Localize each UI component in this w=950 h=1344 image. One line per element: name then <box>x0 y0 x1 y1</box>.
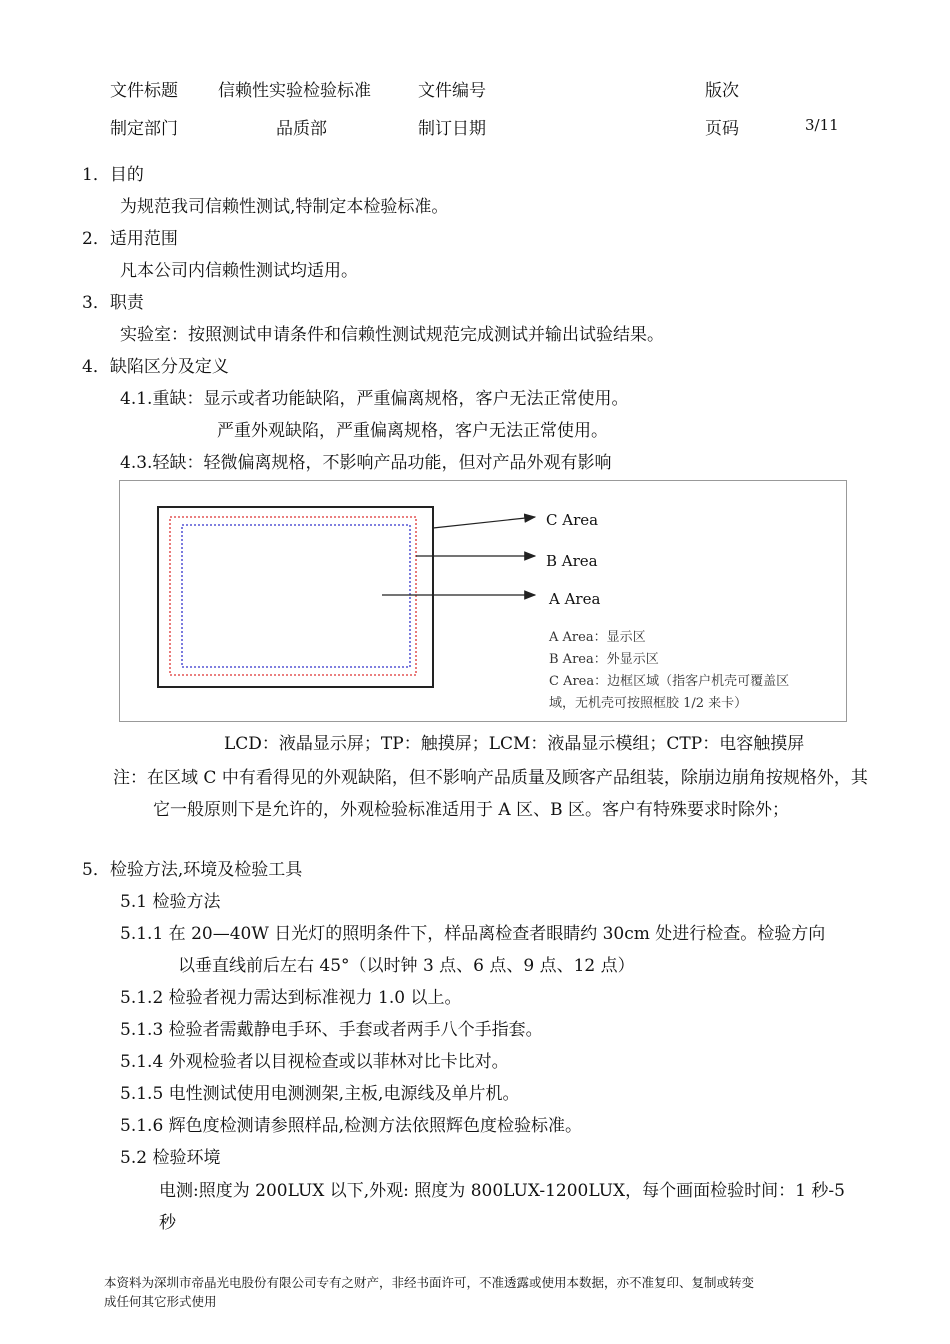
section-5-title: 5．检验方法,环境及检验工具 <box>82 860 303 880</box>
section-5-2: 5.2 检验环境 <box>120 1148 221 1168</box>
header-docno-label: 文件编号 <box>418 81 486 101</box>
legend-c-line1: C Area：边框区域（指客户机壳可覆盖区 <box>549 674 790 689</box>
section-4-1-line2: 严重外观缺陷，严重偏离规格，客户无法正常使用。 <box>217 421 608 441</box>
b-area-border <box>170 517 416 675</box>
a-area-label: A Area <box>549 590 601 608</box>
section-5-1-6: 5.1.6 辉色度检测请参照样品,检测方法依照辉色度检验标准。 <box>120 1116 583 1136</box>
a-area-border <box>182 525 410 667</box>
section-5-1-4: 5.1.4 外观检验者以目视检查或以菲林对比卡比对。 <box>120 1052 509 1072</box>
section-5-1-2: 5.1.2 检验者视力需达到标准视力 1.0 以上。 <box>120 988 462 1008</box>
b-area-label: B Area <box>546 552 598 570</box>
section-2-title: 2．适用范围 <box>82 229 178 249</box>
header-page-label: 页码 <box>705 119 739 139</box>
section-5-1-1-line1: 5.1.1 在 20—40W 日光灯的照明条件下，样品离检查者眼睛约 30cm 处进行检查。检验方向 <box>120 924 826 944</box>
section-1-body: 为规范我司信赖性测试,特制定本检验标准。 <box>120 197 449 217</box>
header-version-label: 版次 <box>705 81 739 101</box>
section-5-1-1-line2: 以垂直线前后左右 45°（以时钟 3 点、6 点、9 点、12 点） <box>178 956 635 976</box>
section-5-1-3: 5.1.3 检验者需戴静电手环、手套或者两手八个手指套。 <box>120 1020 543 1040</box>
header-title-value: 信赖性实验检验标准 <box>218 81 371 101</box>
c-area-outer-frame <box>158 507 433 687</box>
header-title-label: 文件标题 <box>110 81 178 101</box>
section-5-2-body-line2: 秒 <box>159 1213 176 1233</box>
header-dept-value: 品质部 <box>276 119 327 139</box>
section-5-1-5: 5.1.5 电性测试使用电测测架,主板,电源线及单片机。 <box>120 1084 520 1104</box>
section-3-title: 3．职责 <box>82 293 144 313</box>
c-area-label: C Area <box>546 511 599 529</box>
header-page-value: 3/11 <box>805 116 839 134</box>
header-date-label: 制订日期 <box>418 119 486 139</box>
footer-line2: 成任何其它形式使用 <box>104 1294 217 1309</box>
section-5-1: 5.1 检验方法 <box>120 892 221 912</box>
note-paragraph <box>113 762 883 826</box>
section-4-title: 4．缺陷区分及定义 <box>82 357 229 377</box>
area-diagram <box>119 480 847 722</box>
section-4-3: 4.3.轻缺：轻微偏离规格，不影响产品功能，但对产品外观有影响 <box>120 453 612 473</box>
abbreviation-line: LCD：液晶显示屏；TP：触摸屏；LCM：液晶显示模组；CTP：电容触摸屏 <box>224 734 805 754</box>
legend-a: A Area：显示区 <box>549 630 646 645</box>
confidentiality-footer <box>104 1273 864 1311</box>
footer-line1: 本资料为深圳市帝晶光电股份有限公司专有之财产，非经书面许可，不准透露或使用本数据，亦不准复印、复制或转变 <box>104 1275 755 1290</box>
section-5-2-body-line1: 电测:照度为 200LUX 以下,外观: 照度为 800LUX-1200LUX，每个画面检验时间：1 秒-5 <box>159 1181 845 1201</box>
legend-b: B Area：外显示区 <box>549 652 659 667</box>
section-2-body: 凡本公司内信赖性测试均适用。 <box>120 261 358 281</box>
section-4-1-line1: 4.1.重缺：显示或者功能缺陷，严重偏离规格，客户无法正常使用。 <box>120 389 629 409</box>
note-text: 注：在区域 C 中有看得见的外观缺陷，但不影响产品质量及顾客产品组装，除崩边崩角按规格外，其它一般原则下是允许的，外观检验标准适用于 A 区、B 区。客户有特殊要求时除外； <box>113 768 868 820</box>
c-area-arrow <box>433 517 535 528</box>
legend-c-line2: 域，无机壳可按照框胶 1/2 来卡） <box>549 696 748 711</box>
section-3-body: 实验室：按照测试申请条件和信赖性测试规范完成测试并输出试验结果。 <box>120 325 664 345</box>
section-1-title: 1．目的 <box>82 165 144 185</box>
header-dept-label: 制定部门 <box>110 119 178 139</box>
